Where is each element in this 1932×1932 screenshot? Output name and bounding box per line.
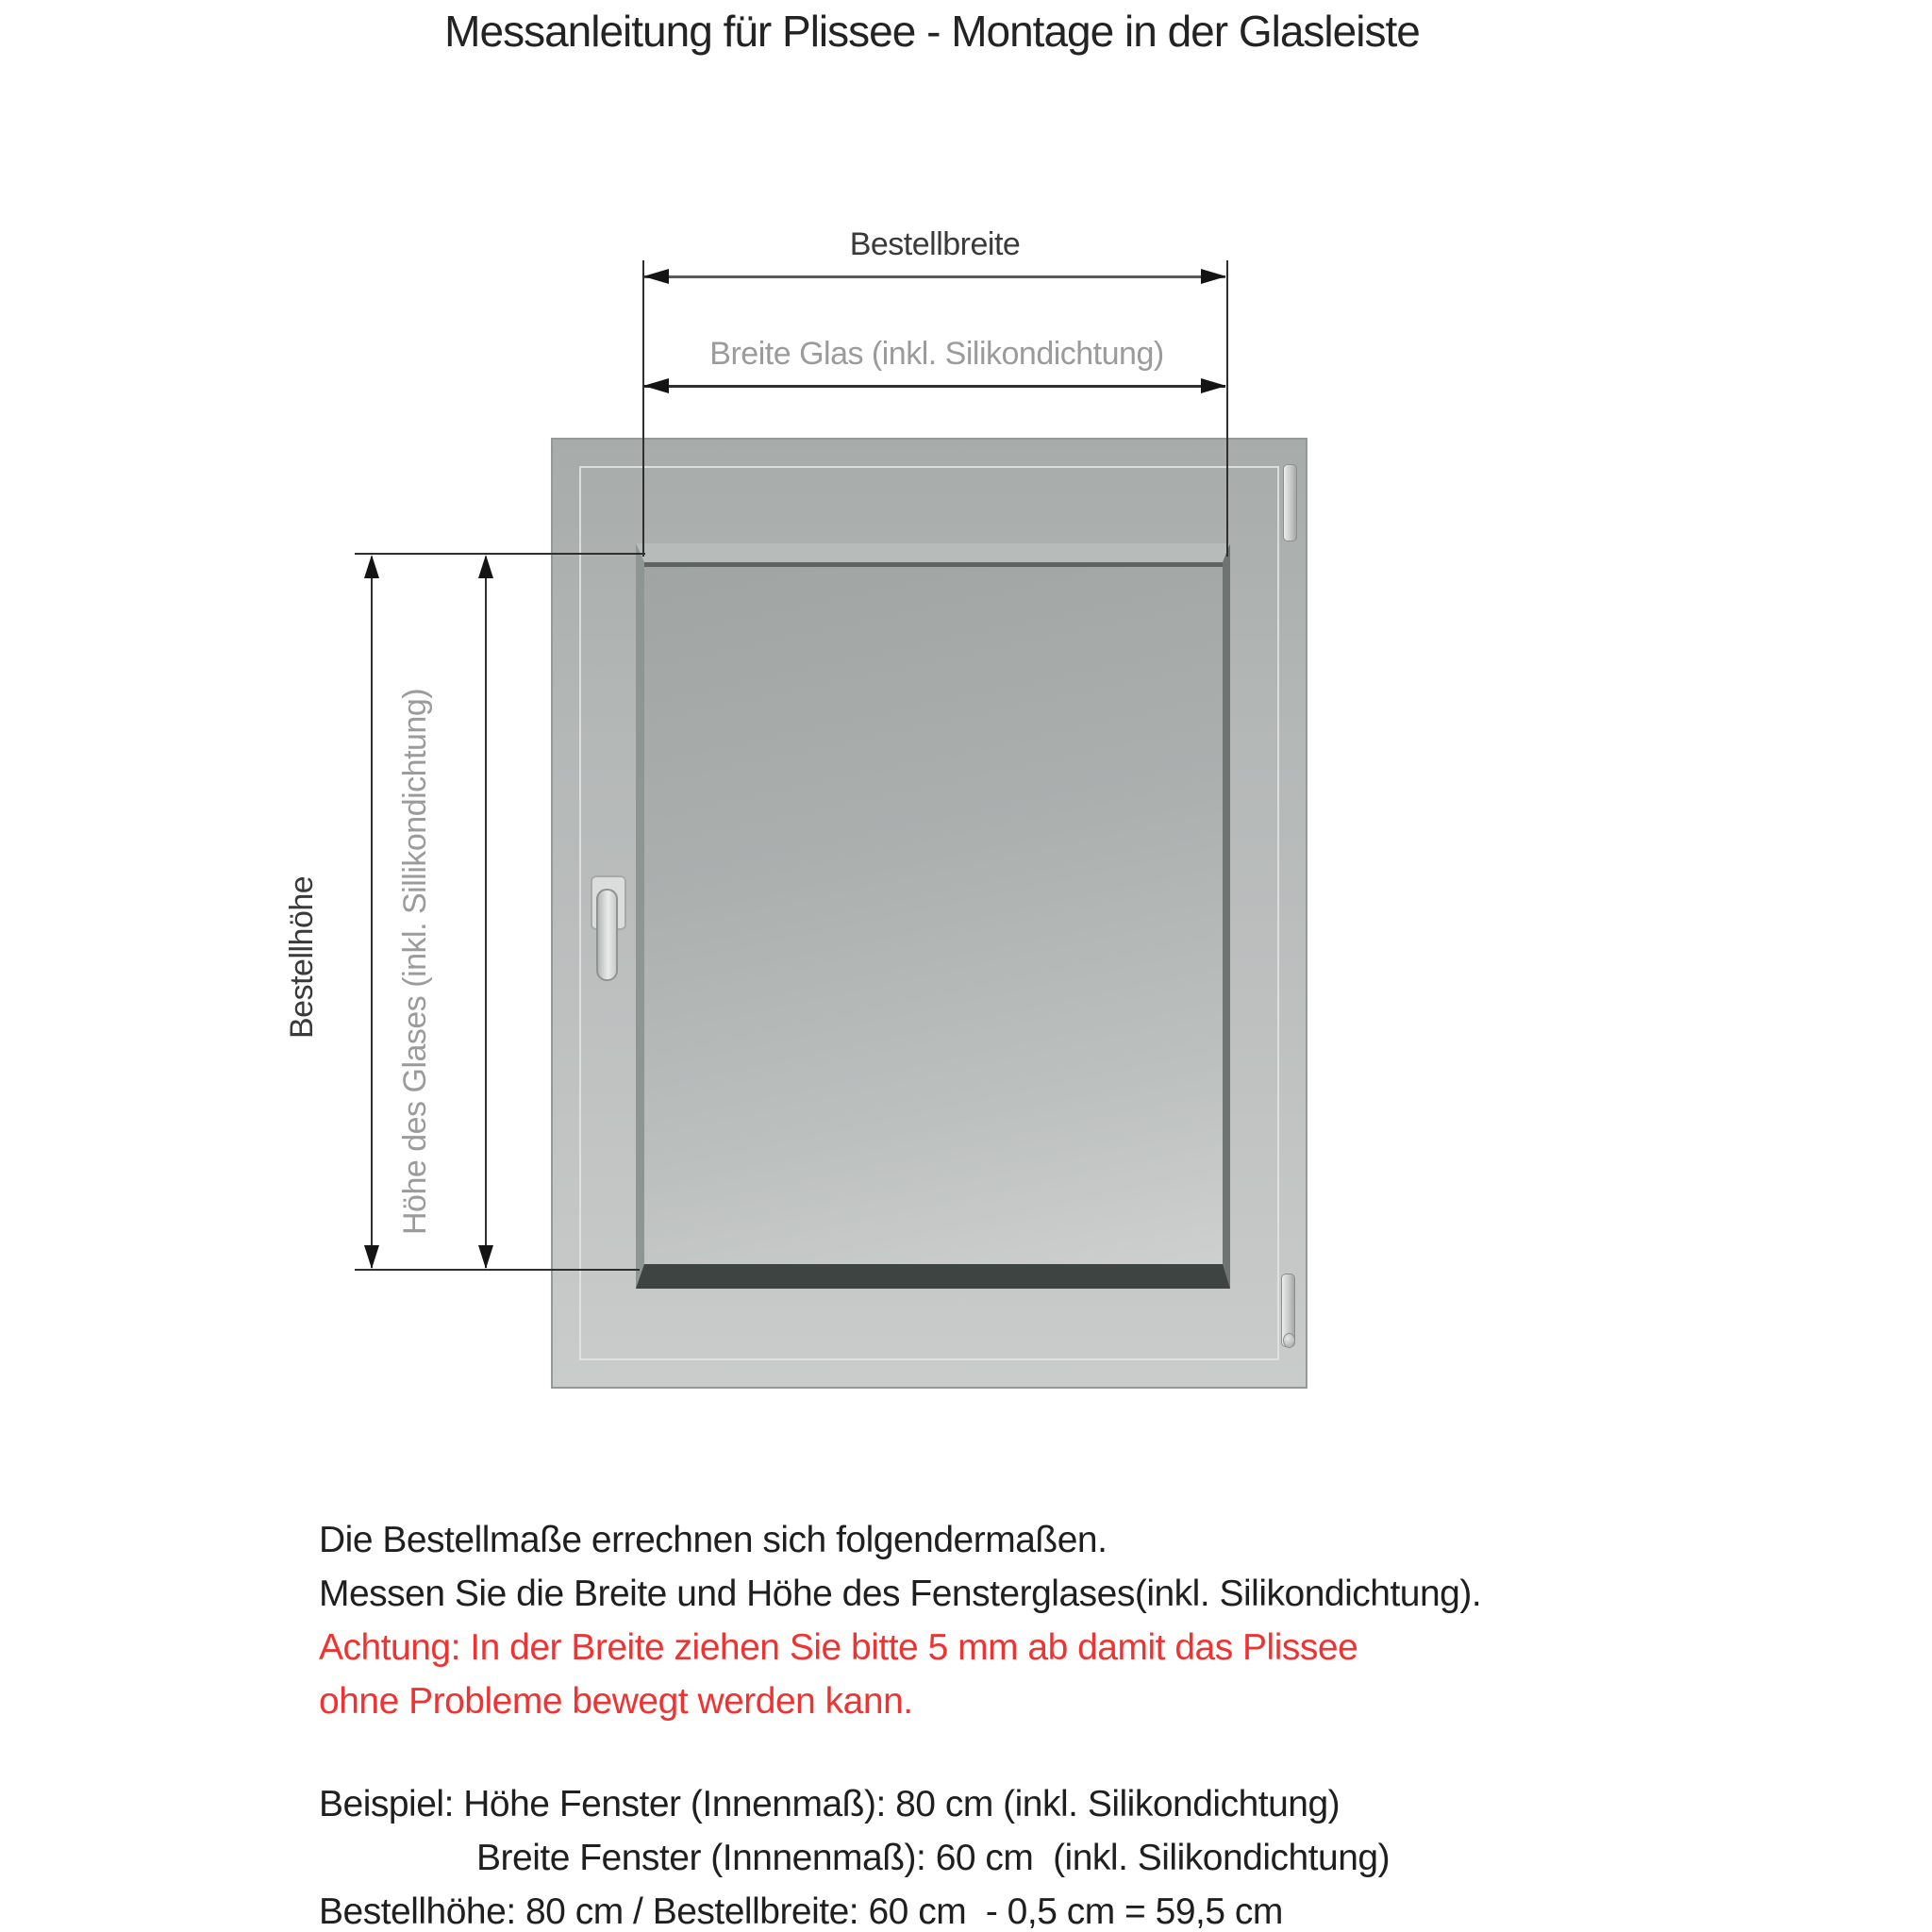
arrowhead-left-glass-width: [643, 378, 669, 393]
arrowhead-top-order-height: [364, 555, 379, 578]
warning-line-2: ohne Probleme bewegt werden kann.: [319, 1681, 913, 1722]
arrowhead-bottom-order-height: [364, 1245, 379, 1269]
arrowhead-top-glass-height: [478, 555, 493, 578]
extension-line-left: [642, 260, 644, 557]
warning-line-1: Achtung: In der Breite ziehen Sie bitte 5 mm ab damit das Plissee: [319, 1627, 1358, 1668]
window-frame: [551, 438, 1307, 1389]
example-line-2: Breite Fenster (Innnenmaß): 60 cm (inkl. Silikondichtung): [476, 1838, 1391, 1878]
extension-line-right: [1226, 260, 1228, 557]
label-glass-width: Breite Glas (inkl. Silikondichtung): [709, 336, 1164, 372]
page-title: Messanleitung für Plissee - Montage in der Glasleiste: [444, 7, 1420, 56]
window-hinge-top: [1283, 464, 1297, 541]
arrowhead-left-order-width: [643, 269, 669, 284]
instruction-text-block: [319, 1513, 1828, 1932]
instruction-line-1: Die Bestellmaße errechnen sich folgendermaßen.: [319, 1520, 1108, 1560]
dim-line-glass-width: [644, 385, 1225, 388]
dim-line-order-width: [644, 275, 1225, 278]
dim-line-glass-height: [485, 557, 487, 1268]
arrowhead-right-order-width: [1201, 269, 1226, 284]
label-glass-height: Höhe des Glases (inkl. Sillikondichtung): [397, 688, 433, 1235]
example-line-1: Beispiel: Höhe Fenster (Innenmaß): 80 cm (inkl. Silikondichtung): [319, 1784, 1341, 1824]
dim-line-order-height: [371, 557, 373, 1268]
window-glass-pane: [644, 562, 1223, 1264]
window-handle: [596, 889, 618, 981]
window-glass: [636, 543, 1230, 1289]
label-order-width: Bestellbreite: [849, 226, 1021, 262]
example-line-3: Bestellhöhe: 80 cm / Bestellbreite: 60 cm - 0,5 cm = 59,5 cm: [319, 1891, 1283, 1932]
extension-line-bottom: [355, 1269, 640, 1271]
arrowhead-bottom-glass-height: [478, 1245, 493, 1269]
label-order-height: Bestellhöhe: [284, 875, 320, 1039]
hinge-pin: [1283, 1333, 1295, 1348]
arrowhead-right-glass-width: [1201, 378, 1226, 393]
instruction-line-2: Messen Sie die Breite und Höhe des Fensterglases(inkl. Silikondichtung).: [319, 1574, 1482, 1614]
extension-line-top: [355, 553, 645, 555]
window-hinge-bottom: [1281, 1274, 1295, 1347]
